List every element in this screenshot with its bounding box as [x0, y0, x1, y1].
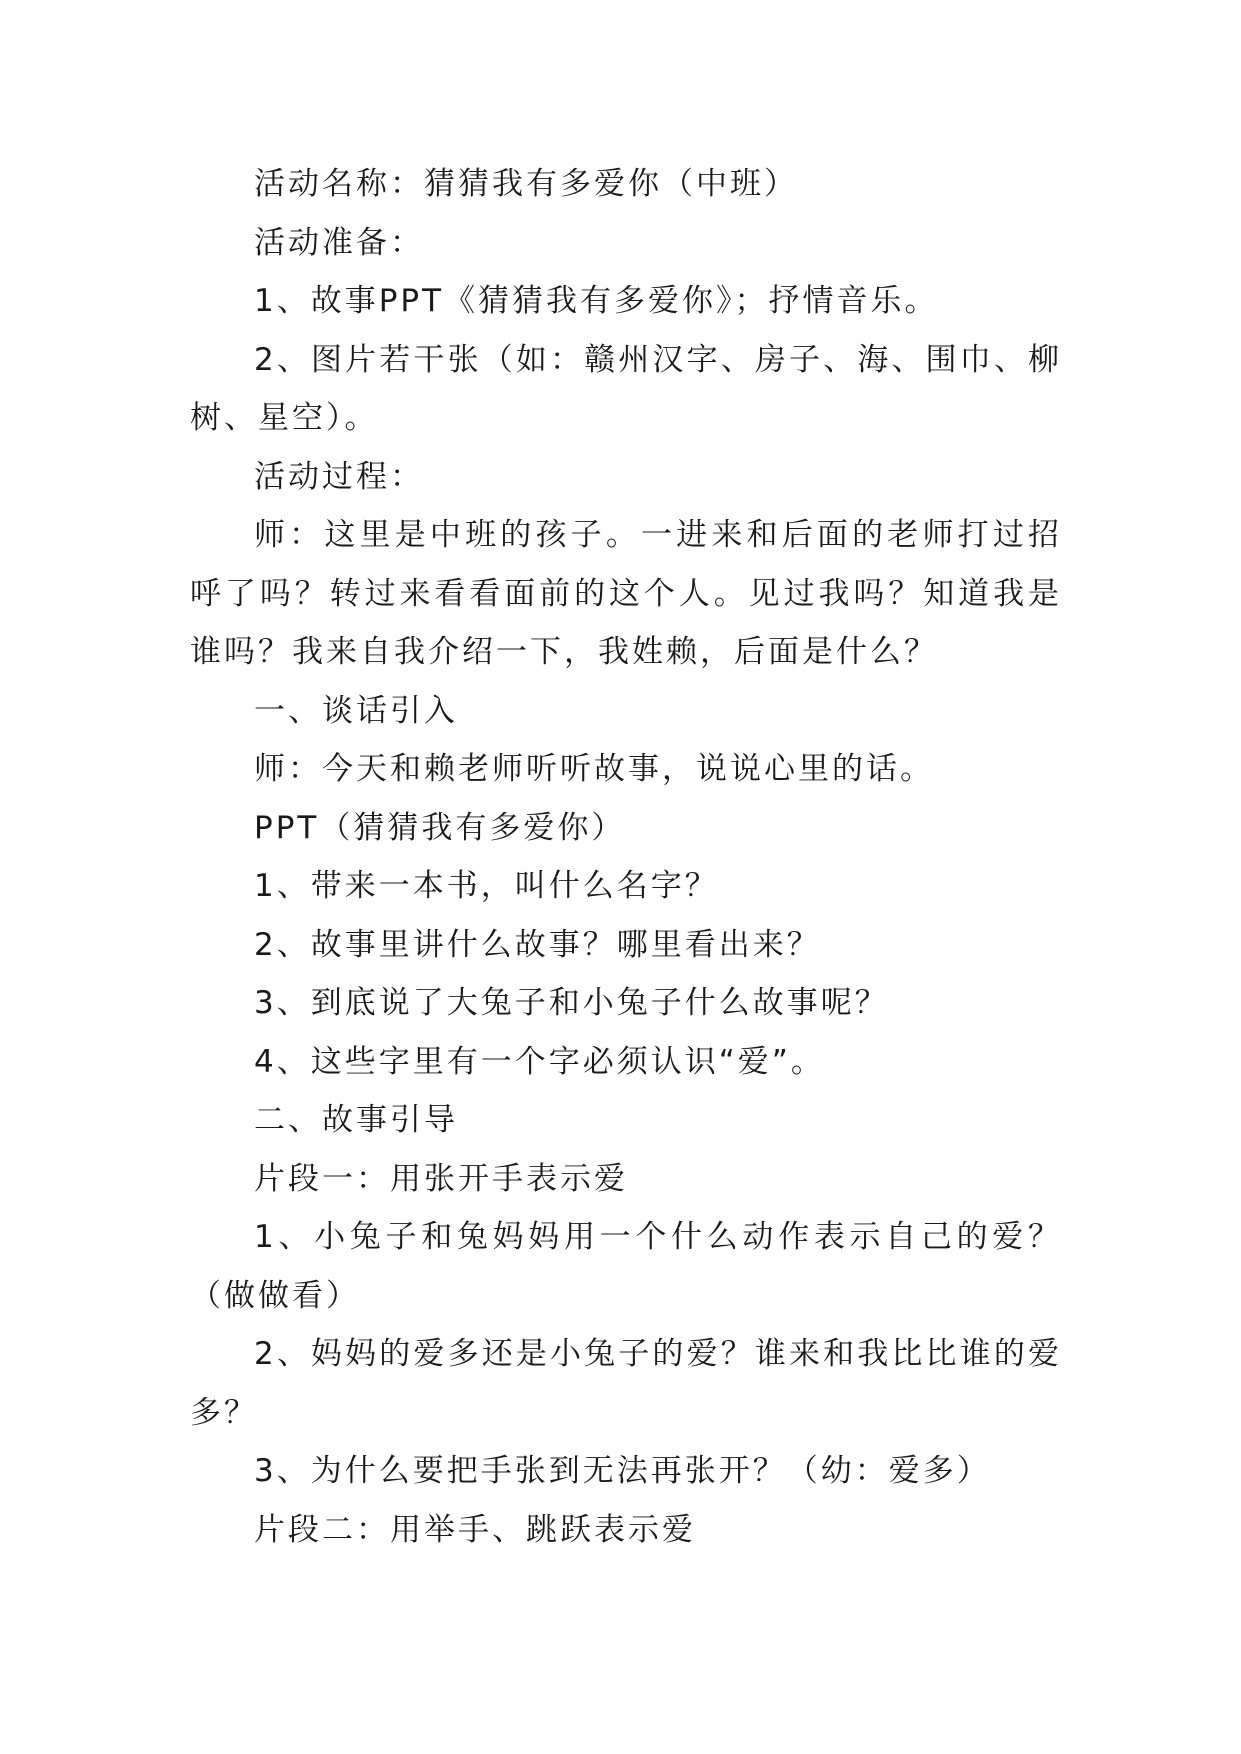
- teacher-intro: 师：这里是中班的孩子。一进来和后面的老师打过招呼了吗？转过来看看面前的这个人。见过我吗？知道我是谁吗？我来自我介绍一下，我姓赖，后面是什么？: [190, 517, 1062, 670]
- document-body: [190, 155, 1062, 1559]
- section-heading-2: 二、故事引导: [254, 1102, 458, 1138]
- preparation-item-1: 1、故事PPT《猜猜我有多爱你》；抒情音乐。: [254, 283, 939, 319]
- teacher-line: 师：今天和赖老师听听故事，说说心里的话。: [254, 751, 934, 787]
- question-2: 2、故事里讲什么故事？哪里看出来？: [254, 926, 821, 963]
- question-1: 1、带来一本书，叫什么名字？: [254, 868, 719, 904]
- ppt-line: PPT（猜猜我有多爱你）: [254, 809, 626, 846]
- segment-1-question-3: 3、为什么要把手张到无法再张开？（幼：爱多）: [254, 1453, 991, 1489]
- preparation-item-2: 2、图片若干张（如：赣州汉字、房子、海、围巾、柳树、星空）。: [190, 341, 1062, 436]
- segment-2-heading: 片段二：用举手、跳跃表示爱: [254, 1511, 696, 1548]
- section-heading-1: 一、谈话引入: [254, 692, 458, 729]
- segment-1-heading: 片段一：用张开手表示爱: [254, 1160, 628, 1197]
- question-4: 4、这些字里有一个字必须认识“爱”。: [254, 1043, 825, 1080]
- segment-1-question-2: 2、妈妈的爱多还是小兔子的爱？谁来和我比比谁的爱多？: [190, 1336, 1062, 1431]
- process-heading: 活动过程：: [254, 458, 424, 495]
- question-3: 3、到底说了大兔子和小兔子什么故事呢？: [254, 985, 889, 1021]
- preparation-heading: 活动准备：: [254, 224, 424, 261]
- activity-name: 活动名称：猜猜我有多爱你（中班）: [254, 166, 798, 202]
- segment-1-question-1: 1、小兔子和兔妈妈用一个什么动作表示自己的爱？（做做看）: [190, 1219, 1062, 1314]
